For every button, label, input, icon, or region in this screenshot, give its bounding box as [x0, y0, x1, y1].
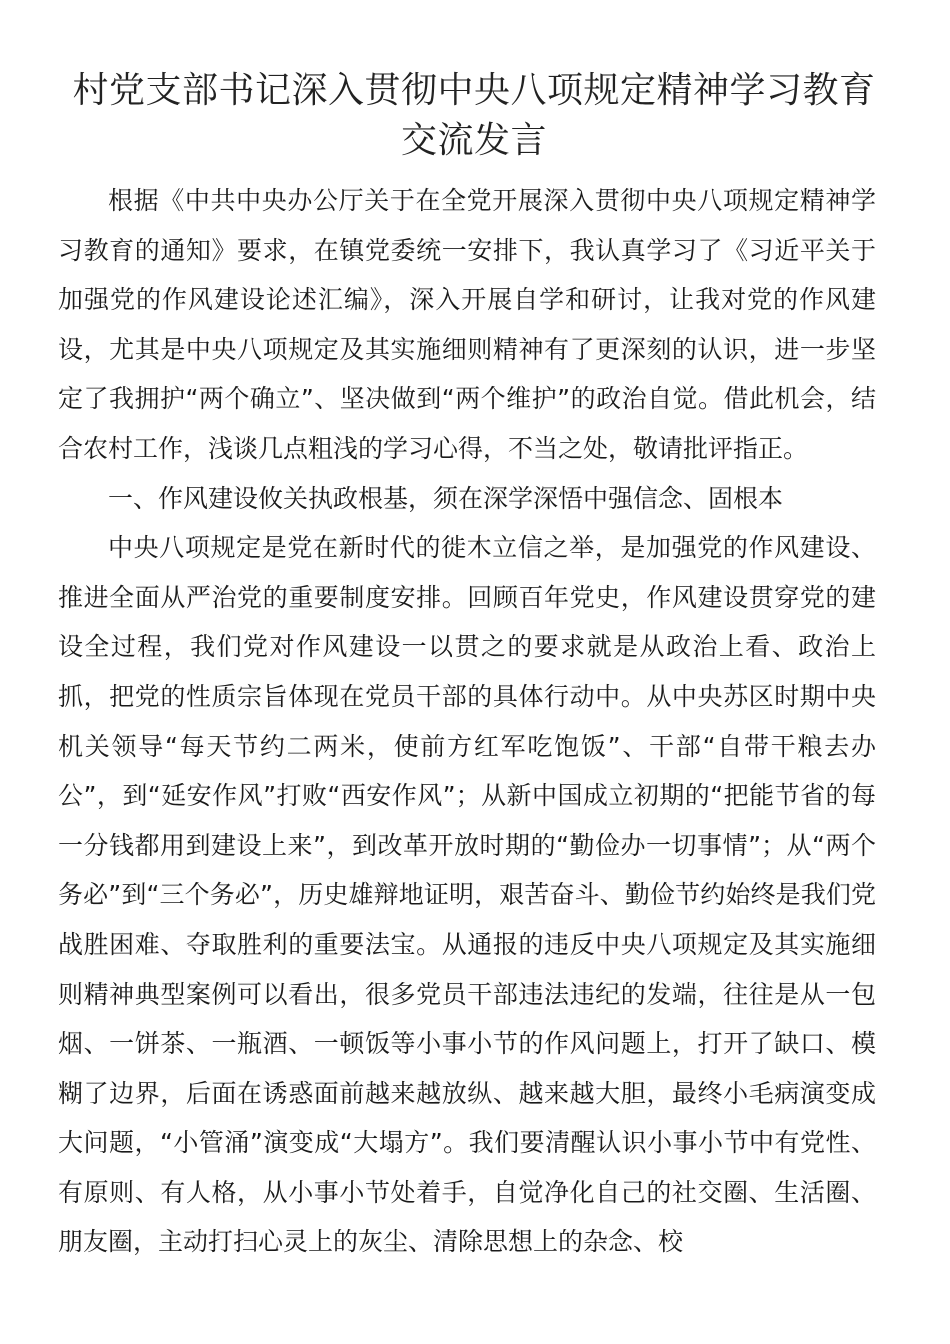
intro-paragraph: 根据《中共中央办公厅关于在全党开展深入贯彻中央八项规定精神学习教育的通知》要求，在镇党委统一安排下，我认真学习了《习近平关于加强党的作风建设论述汇编》，深入开展自学和研讨，让我对党的作风建设，尤其是中央八项规定及其实施细则精神有了更深刻的认识，进一步坚定了我拥护“两个确立”、坚决做到“两个维护”的政治自觉。借此机会，结合农村工作，浅谈几点粗浅的学习心得，不当之处，敬请批评指正。 — [58, 186, 876, 463]
section-heading-1: 一、作风建设攸关执政根基，须在深学深悟中强信念、固根本 — [108, 483, 784, 513]
section-1-paragraph: 中央八项规定是党在新时代的徙木立信之举，是加强党的作风建设、推进全面从严治党的重要制度安排。回顾百年党史，作风建设贯穿党的建设全过程，我们党对作风建设一以贯之的要求就是从政治上看、政治上抓，把党的性质宗旨体现在党员干部的具体行动中。从中央苏区时期中央机关领导“每天节约二两米，使前方红军吃饱饭”、干部“自带干粮去办公”，到“延安作风”打败“西安作风”；从新中国成立初期的“把能节省的每一分钱都用到建设上来”，到改革开放时期的“勤俭办一切事情”；从“两个务必”到“三个务必”，历史雄辩地证明，艰苦奋斗、勤俭节约始终是我们党战胜困难、夺取胜利的重要法宝。从通报的违反中央八项规定及其实施细则精神典型案例可以看出，很多党员干部违法违纪的发端，往往是从一包烟、一饼茶、一瓶酒、一顿饭等小事小节的作风问题上，打开了缺口、模糊了边界，后面在诱惑面前越来越放纵、越来越大胆，最终小毛病演变成大问题，“小管涌”演变成“大塌方”。我们要清醒认识小事小节中有党性、有原则、有人格，从小事小节处着手，自觉净化自己的社交圈、生活圈、朋友圈，主动打扫心灵上的灰尘、清除思想上的杂念、校 — [58, 533, 876, 1257]
document-title: 村党支部书记深入贯彻中央八项规定精神学习教育交流发言 — [72, 70, 876, 161]
document-body — [58, 176, 876, 1267]
